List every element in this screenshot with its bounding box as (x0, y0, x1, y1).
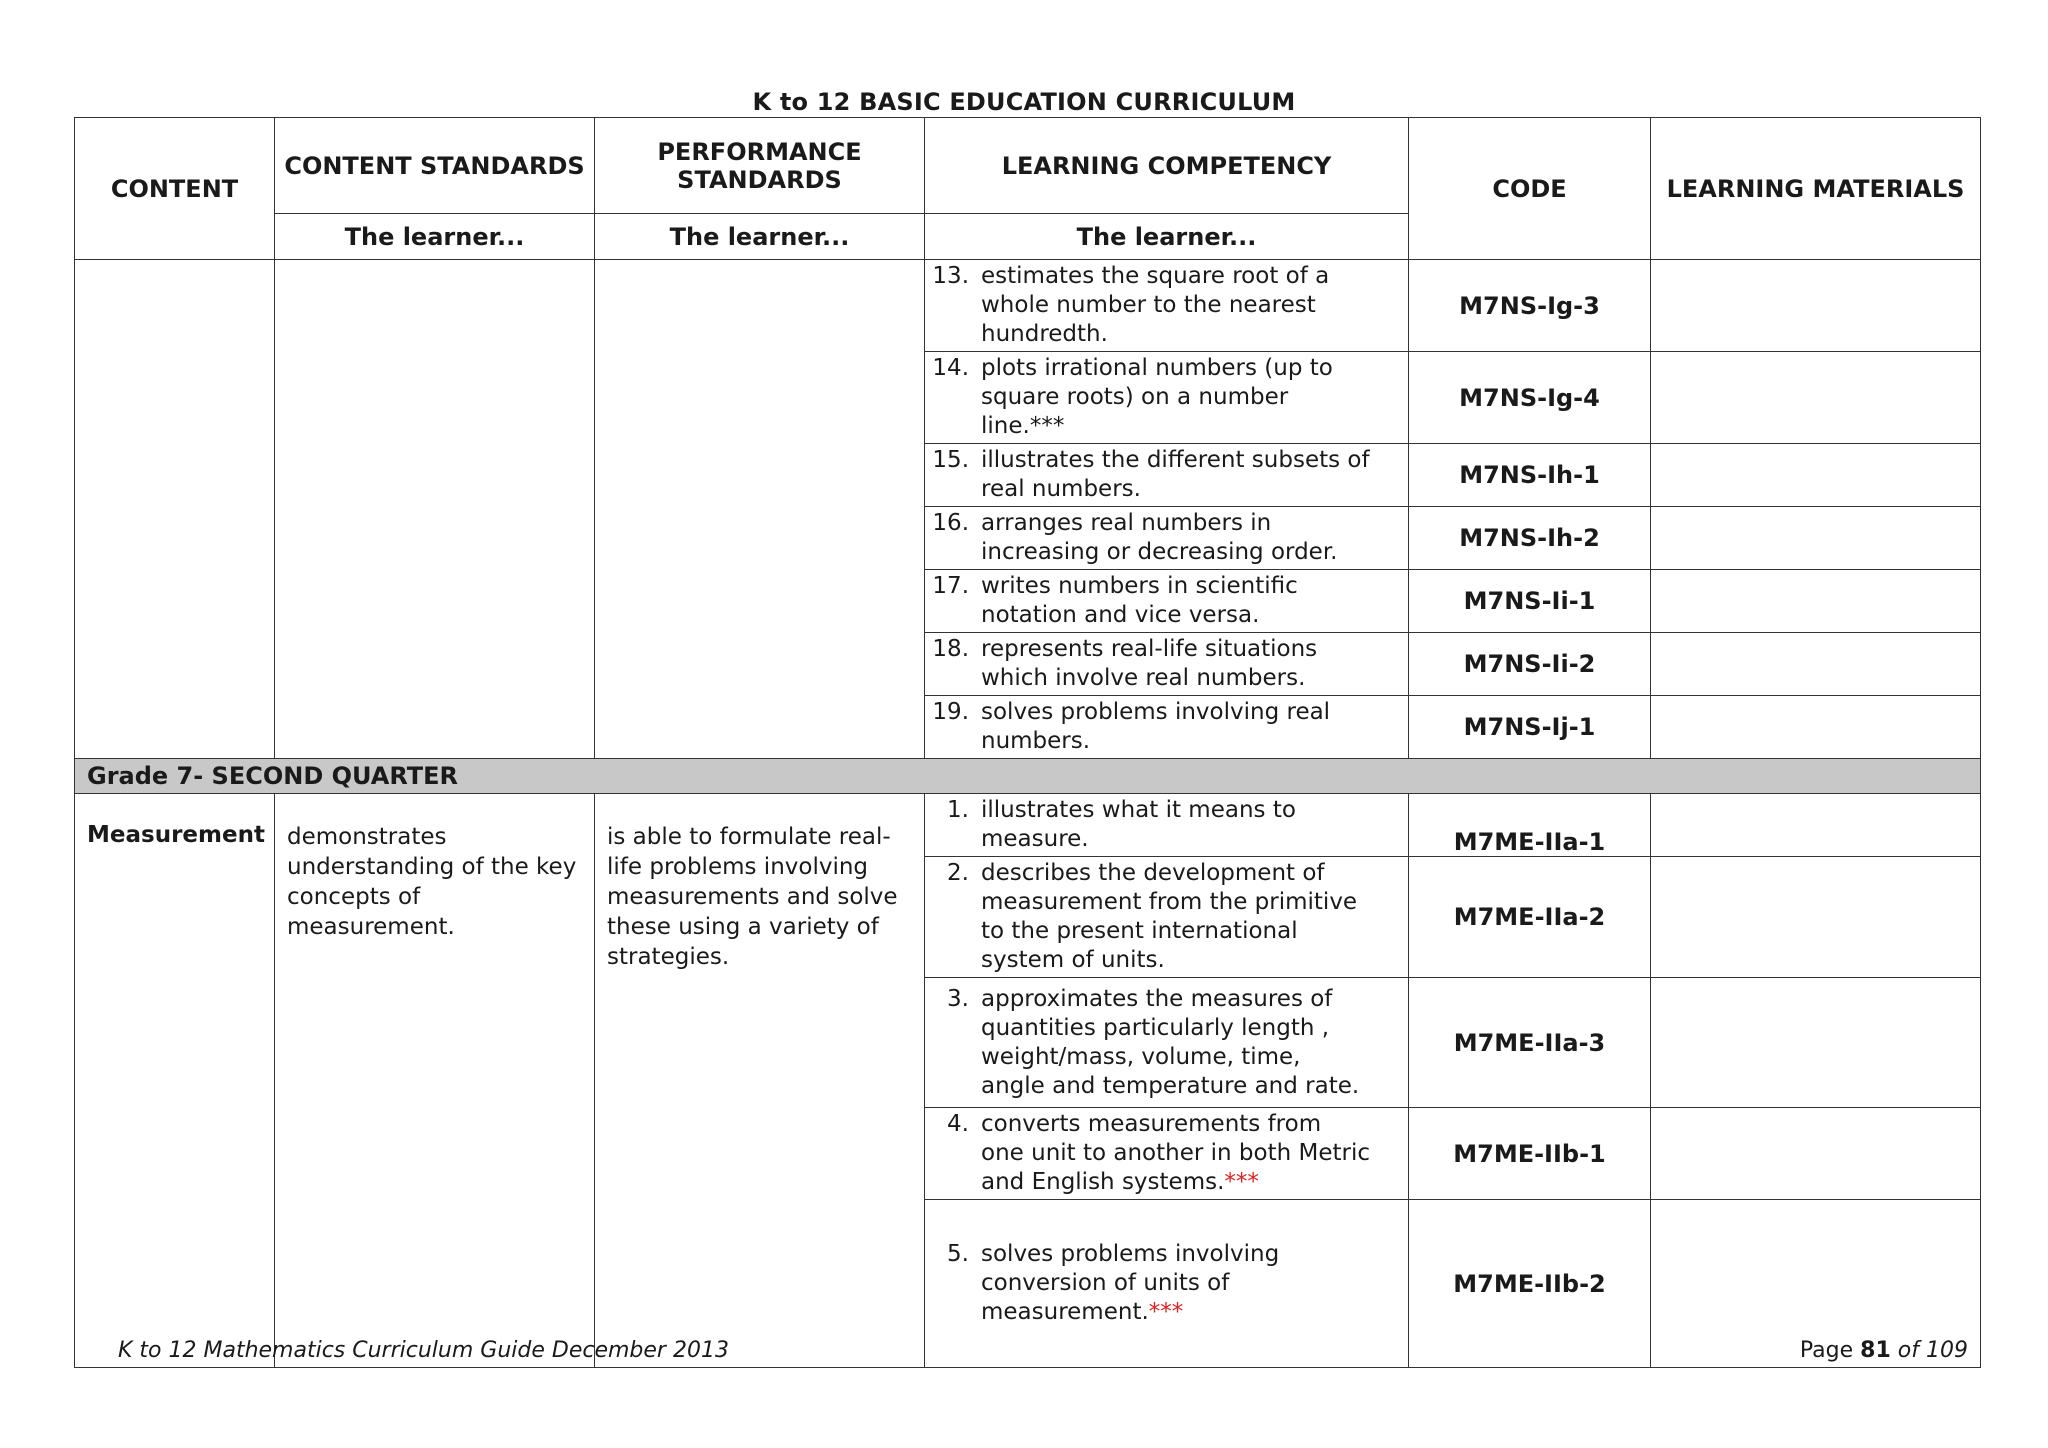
code-cell: M7NS-Ig-4 (1409, 352, 1651, 444)
materials-cell (1651, 857, 1981, 978)
content-standard-text: demonstrates understanding of the key concepts of measurement. (275, 794, 595, 1368)
competency-cell: 2. describes the development of measurement from the primitive to the present international system of units. (925, 857, 1409, 978)
table-row (75, 794, 1981, 857)
code-cell: M7NS-Ii-1 (1409, 570, 1651, 633)
header-learning-competency: LEARNING COMPETENCY (925, 118, 1409, 214)
performance-standard-text: is able to formulate real-life problems involving measurements and solve these using a variety of strategies. (595, 794, 925, 1368)
code-cell: M7NS-Ij-1 (1409, 696, 1651, 759)
competency-cell: 18. represents real-life situations which involve real numbers. (925, 633, 1409, 696)
content-cell-empty (75, 260, 275, 759)
header-content: CONTENT (75, 118, 275, 260)
materials-cell (1651, 507, 1981, 570)
curriculum-table (74, 117, 1981, 1368)
competency-cell: 14. plots irrational numbers (up to square roots) on a number line.*** (925, 352, 1409, 444)
code-cell: M7ME-IIb-1 (1409, 1108, 1651, 1200)
content-standard-cell-empty (275, 260, 595, 759)
code-cell: M7ME-IIb-2 (1409, 1200, 1651, 1368)
materials-cell (1651, 570, 1981, 633)
materials-cell (1651, 260, 1981, 352)
content-measurement: Measurement (75, 794, 275, 1368)
materials-cell (1651, 444, 1981, 507)
code-cell: M7NS-Ih-2 (1409, 507, 1651, 570)
materials-cell (1651, 633, 1981, 696)
competency-cell: 3. approximates the measures of quantities particularly length , weight/mass, volume, time, angle and temperature and rate. (925, 978, 1409, 1108)
materials-cell (1651, 978, 1981, 1108)
code-cell: M7ME-IIa-3 (1409, 978, 1651, 1108)
asterisk-marker: *** (1148, 1299, 1184, 1325)
code-cell: M7ME-IIa-2 (1409, 857, 1651, 978)
competency-cell: 1. illustrates what it means to measure. (925, 794, 1409, 857)
competency-cell: 15. illustrates the different subsets of real numbers. (925, 444, 1409, 507)
performance-standard-cell-empty (595, 260, 925, 759)
competency-cell: 16. arranges real numbers in increasing or decreasing order. (925, 507, 1409, 570)
competency-cell: 5. solves problems involving conversion of units of measurement.*** (925, 1200, 1409, 1368)
competency-cell: 4. converts measurements from one unit to another in both Metric and English systems.*** (925, 1108, 1409, 1200)
page-title: K to 12 BASIC EDUCATION CURRICULUM (752, 88, 1296, 116)
header-learner-3: The learner... (925, 214, 1409, 260)
quarter-row (75, 759, 1981, 794)
header-performance-standards: PERFORMANCE STANDARDS (595, 118, 925, 214)
table-row (75, 260, 1981, 352)
code-cell: M7NS-Ii-2 (1409, 633, 1651, 696)
competency-cell: 19. solves problems involving real numbers. (925, 696, 1409, 759)
header-learner-2: The learner... (595, 214, 925, 260)
competency-cell: 13. estimates the square root of a whole number to the nearest hundredth. (925, 260, 1409, 352)
asterisk-marker: *** (1224, 1169, 1259, 1195)
code-cell: M7ME-IIa-1 (1409, 794, 1651, 857)
header-code: CODE (1409, 118, 1651, 260)
footer-guide-title: K to 12 Mathematics Curriculum Guide December 2013 (118, 1338, 729, 1363)
footer-page-number: Page 81 of 109 (1799, 1338, 1968, 1363)
competency-cell: 17. writes numbers in scientific notation and vice versa. (925, 570, 1409, 633)
materials-cell (1651, 696, 1981, 759)
materials-cell (1651, 794, 1981, 857)
materials-cell (1651, 1108, 1981, 1200)
header-learning-materials: LEARNING MATERIALS (1651, 118, 1981, 260)
header-learner-1: The learner... (275, 214, 595, 260)
quarter-label: Grade 7- SECOND QUARTER (75, 759, 1981, 794)
header-content-standards: CONTENT STANDARDS (275, 118, 595, 214)
code-cell: M7NS-Ih-1 (1409, 444, 1651, 507)
code-cell: M7NS-Ig-3 (1409, 260, 1651, 352)
materials-cell (1651, 352, 1981, 444)
